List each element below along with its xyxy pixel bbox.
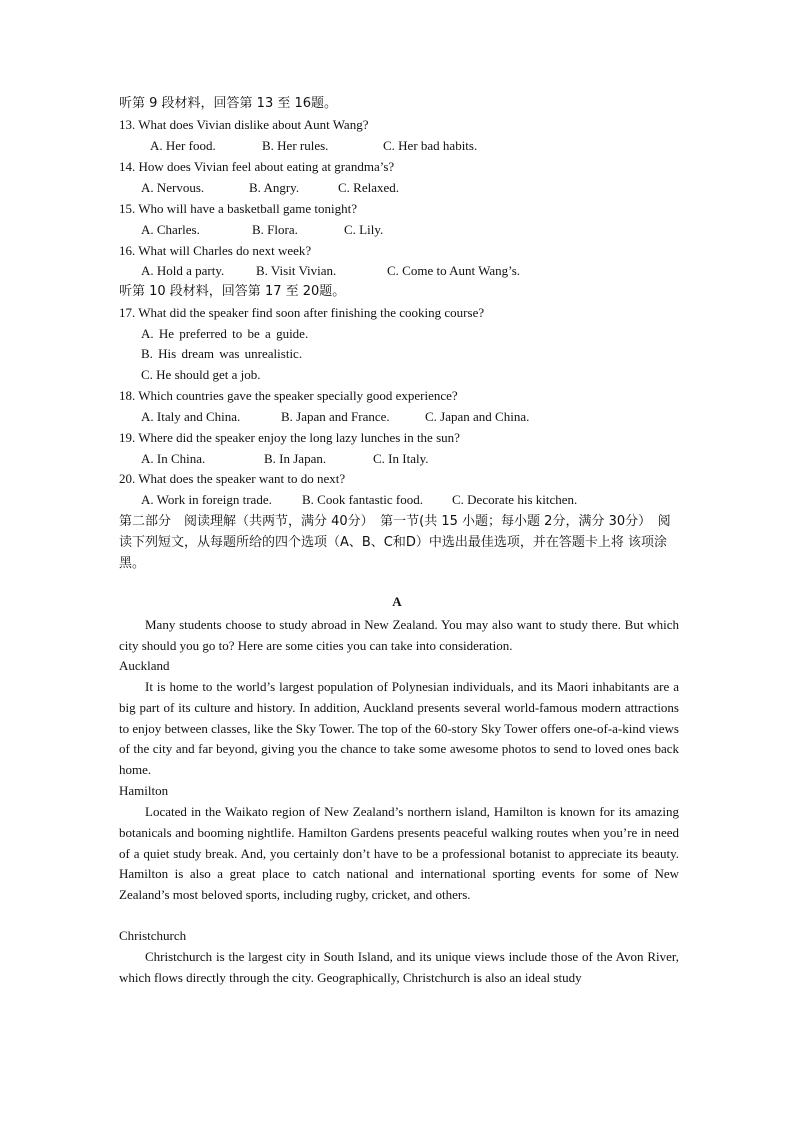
question-14-options [0, 178, 794, 198]
question-16-options [0, 261, 794, 281]
option-b: B. Her rules. [262, 138, 329, 153]
option-c: C. Relaxed. [338, 180, 400, 195]
question-20-options [0, 490, 794, 510]
question-17-option-a: A. He preferred to be a guide. [141, 326, 309, 341]
question-14: 14. How does Vivian feel about eating at grandma’s? [119, 159, 395, 174]
question-18-options [0, 407, 794, 427]
option-c: C. Come to Aunt Wang’s. [387, 263, 521, 278]
option-a: A. In China. [141, 451, 206, 466]
question-20: 20. What does the speaker want to do next? [119, 471, 346, 486]
question-17: 17. What did the speaker find soon after finishing the cooking course? [119, 305, 485, 320]
question-15: 15. Who will have a basketball game tonight? [119, 201, 358, 216]
option-c: C. Decorate his kitchen. [452, 492, 578, 507]
question-18: 18. Which countries gave the speaker specially good experience? [119, 388, 458, 403]
option-a: A. Hold a party. [141, 263, 225, 278]
question-13: 13. What does Vivian dislike about Aunt Wang? [119, 117, 369, 132]
option-b: B. Japan and France. [281, 409, 390, 424]
option-b: B. Angry. [249, 180, 300, 195]
option-b: B. Visit Vivian. [256, 263, 337, 278]
option-c: C. In Italy. [373, 451, 429, 466]
option-a: A. Charles. [141, 222, 200, 237]
section-10-instruction: 听第 10 段材料，回答第 17 至 20题。 [119, 284, 346, 299]
option-c: C. Japan and China. [425, 409, 530, 424]
option-a: A. Italy and China. [141, 409, 241, 424]
option-a: A. Her food. [150, 138, 216, 153]
heading-christchurch: Christchurch [119, 928, 187, 943]
option-b: B. Cook fantastic food. [302, 492, 423, 507]
paragraph-auckland: It is home to the world’s largest population of Polynesian individuals, and its Maori inhabitants are a big part of its culture and history. In addition, Auckland presents several world-famous modern attractions to enjoy between classes, like the Sky Tower. The top of the 60-story Sky Tower offers one-of-a-kind views of the city and far beyond, giving you the chance to take some awesome photos to send to loved ones back home. [119, 679, 679, 778]
question-16: 16. What will Charles do next week? [119, 243, 312, 258]
option-b: B. In Japan. [264, 451, 327, 466]
question-19-options [0, 449, 794, 469]
passage-intro: Many students choose to study abroad in New Zealand. You may also want to study there. But which city should you go to? Here are some cities you can take into consideration. [119, 617, 679, 653]
passage-label: A [392, 594, 402, 609]
option-a: A. Work in foreign trade. [141, 492, 272, 507]
heading-auckland: Auckland [119, 658, 170, 673]
question-17-option-c: C. He should get a job. [141, 367, 261, 382]
option-b: B. Flora. [252, 222, 298, 237]
section-9-instruction: 听第 9 段材料，回答第 13 至 16题。 [119, 96, 338, 111]
question-13-options [0, 136, 794, 156]
question-17-option-b: B. His dream was unrealistic. [141, 346, 303, 361]
option-a: A. Nervous. [141, 180, 205, 195]
option-c: C. Her bad habits. [383, 138, 478, 153]
question-15-options [0, 220, 794, 240]
paragraph-hamilton: Located in the Waikato region of New Zealand’s northern island, Hamilton is known for its amazing botanicals and booming nightlife. Hamilton Gardens presents peaceful walking routes when you’re in need of a quiet study break. And, you certainly don’t have to be a professional botanist to appreciate its beauty. Hamilton is also a great place to catch national and international sporting events for some of New Zealand’s most beloved sports, including rugby, cricket, and others. [119, 804, 679, 903]
reading-instructions: 第二部分 阅读理解（共两节，满分 40分） 第一节(共 15 小题；每小题 2分，满分 30分） 阅读下列短文，从每题所给的四个选项（A、B、C和D）中选出最佳选项，并在答题卡上将 该项涂黑。 [119, 514, 671, 571]
option-c: C. Lily. [344, 222, 384, 237]
heading-hamilton: Hamilton [119, 783, 169, 798]
paragraph-christchurch: Christchurch is the largest city in South Island, and its unique views include those of the Avon River, which flows directly through the city. Geographically, Christchurch is also an ideal study [119, 949, 679, 985]
question-19: 19. Where did the speaker enjoy the long lazy lunches in the sun? [119, 430, 460, 445]
